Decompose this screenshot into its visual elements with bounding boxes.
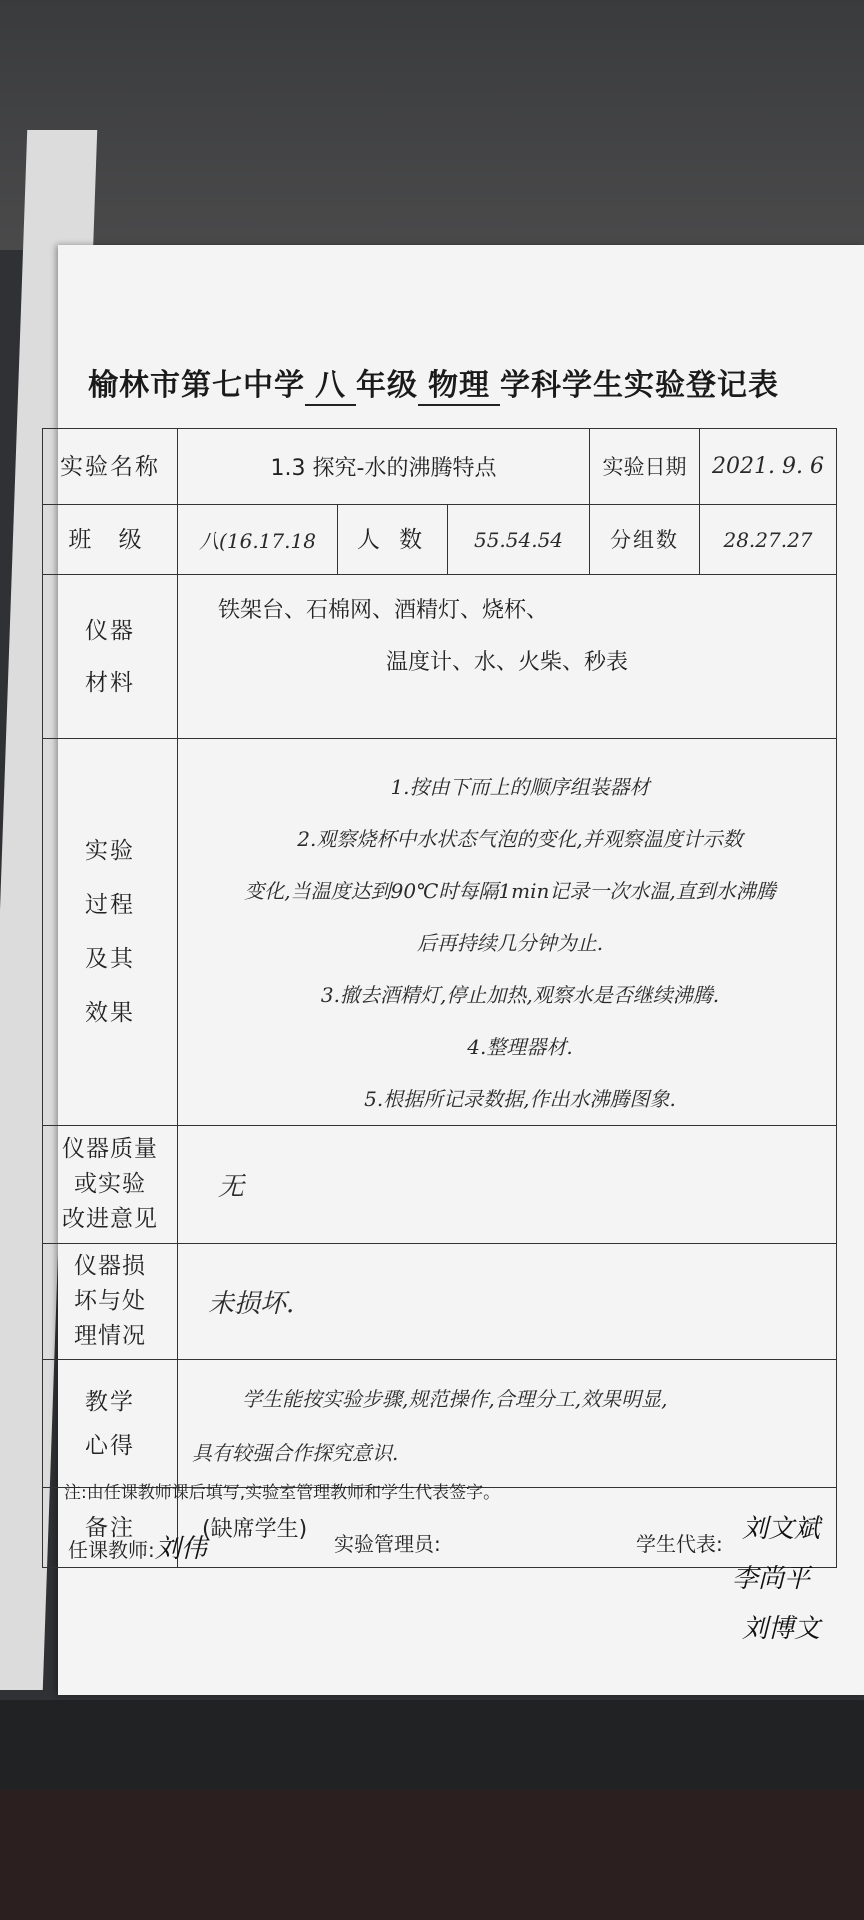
groups-label: 分组数 <box>590 505 700 575</box>
damage-label <box>43 1244 178 1360</box>
people-value: 55.54.54 <box>448 505 590 575</box>
grade-suffix: 年级 <box>356 368 418 403</box>
student-signature: 刘文斌 <box>742 1514 821 1544</box>
process-line: 后再持续几分钟为止. <box>416 931 604 955</box>
student-label: 学生代表: <box>636 1532 723 1556</box>
student-signature: 李尚平 <box>732 1564 811 1594</box>
admin-label: 实验管理员: <box>334 1532 441 1556</box>
teaching-line: 学生能按实验步骤,规范操作,合理分工,效果明显, <box>242 1387 668 1411</box>
table-row <box>43 1126 837 1244</box>
experiment-date-label: 实验日期 <box>590 429 700 505</box>
process-label-line: 过程 <box>85 892 135 918</box>
background-bottom-strip <box>0 1790 864 1920</box>
damage-label-line: 仪器损 <box>74 1253 146 1279</box>
table-row <box>43 1360 837 1488</box>
title-suffix: 学科学生实验登记表 <box>500 368 779 403</box>
registration-table <box>42 428 837 1568</box>
student-signature-block <box>636 1528 723 1557</box>
student-signature: 刘博文 <box>742 1614 821 1644</box>
process-line: 2.观察烧杯中水状态气泡的变化,并观察温度计示数 <box>297 827 743 851</box>
table-row <box>43 505 837 575</box>
student-signatures <box>732 1504 821 1654</box>
process-value <box>178 739 837 1126</box>
form-note: 注:由任课教师课后填写,实验室管理教师和学生代表签字。 <box>64 1483 501 1503</box>
school-name: 榆林市第七中学 <box>88 368 305 403</box>
people-label: 人 数 <box>338 505 448 575</box>
experiment-name-label: 实验名称 <box>43 429 178 505</box>
process-line: 1.按由下而上的顺序组装器材 <box>390 775 650 799</box>
quality-label-line: 仪器质量 <box>62 1136 158 1162</box>
table-row <box>43 429 837 505</box>
form-title <box>88 360 828 406</box>
remarks-label: 备注 <box>43 1488 178 1568</box>
materials-label-line: 材料 <box>85 669 135 696</box>
process-line: 变化,当温度达到90℃时每隔1min记录一次水温,直到水沸腾 <box>244 879 776 903</box>
quality-value: 无 <box>178 1126 837 1244</box>
teacher-signature-block <box>68 1528 207 1565</box>
process-label <box>43 739 178 1126</box>
groups-value: 28.27.27 <box>700 505 837 575</box>
table-row <box>43 575 837 739</box>
process-line: 5.根据所记录数据,作出水沸腾图象. <box>364 1087 676 1111</box>
process-line: 4.整理器材. <box>467 1035 573 1059</box>
teacher-label: 任课教师: <box>68 1538 155 1562</box>
teaching-label-line: 教学 <box>85 1388 135 1415</box>
teaching-label-line: 心得 <box>85 1432 135 1459</box>
subject-field: 物理 <box>418 360 500 406</box>
quality-label <box>43 1126 178 1244</box>
damage-label-line: 理情况 <box>74 1323 146 1349</box>
table-row <box>43 739 837 1126</box>
teaching-value <box>178 1360 837 1488</box>
class-label: 班 级 <box>43 505 178 575</box>
materials-label <box>43 575 178 739</box>
experiment-date-value: 2021. 9. 6 <box>700 429 837 505</box>
experiment-name-value: 1.3 探究-水的沸腾特点 <box>178 429 590 505</box>
materials-label-line: 仪器 <box>85 617 135 644</box>
admin-signature-block <box>334 1528 441 1557</box>
materials-line: 温度计、水、火柴、秒表 <box>385 650 628 675</box>
materials-value <box>178 575 837 739</box>
class-value: 八(16.17.18 <box>178 505 338 575</box>
teaching-line: 具有较强合作探究意识. <box>192 1441 399 1465</box>
table-row <box>43 1244 837 1360</box>
quality-label-line: 改进意见 <box>62 1206 158 1232</box>
teaching-label <box>43 1360 178 1488</box>
process-line: 3.撤去酒精灯,停止加热,观察水是否继续沸腾. <box>320 983 720 1007</box>
damage-label-line: 坏与处 <box>74 1288 146 1314</box>
process-label-line: 及其 <box>85 946 135 972</box>
quality-label-line: 或实验 <box>74 1171 146 1197</box>
grade-field: 八 <box>305 360 356 406</box>
process-label-line: 实验 <box>85 838 135 864</box>
damage-value: 未损坏. <box>178 1244 837 1360</box>
remarks-value: (缺席学生) <box>178 1488 837 1568</box>
process-label-line: 效果 <box>85 1000 135 1026</box>
background-top <box>0 0 864 250</box>
materials-line: 铁架台、石棉网、酒精灯、烧杯、 <box>218 598 549 623</box>
teacher-signature: 刘伟 <box>154 1534 207 1564</box>
